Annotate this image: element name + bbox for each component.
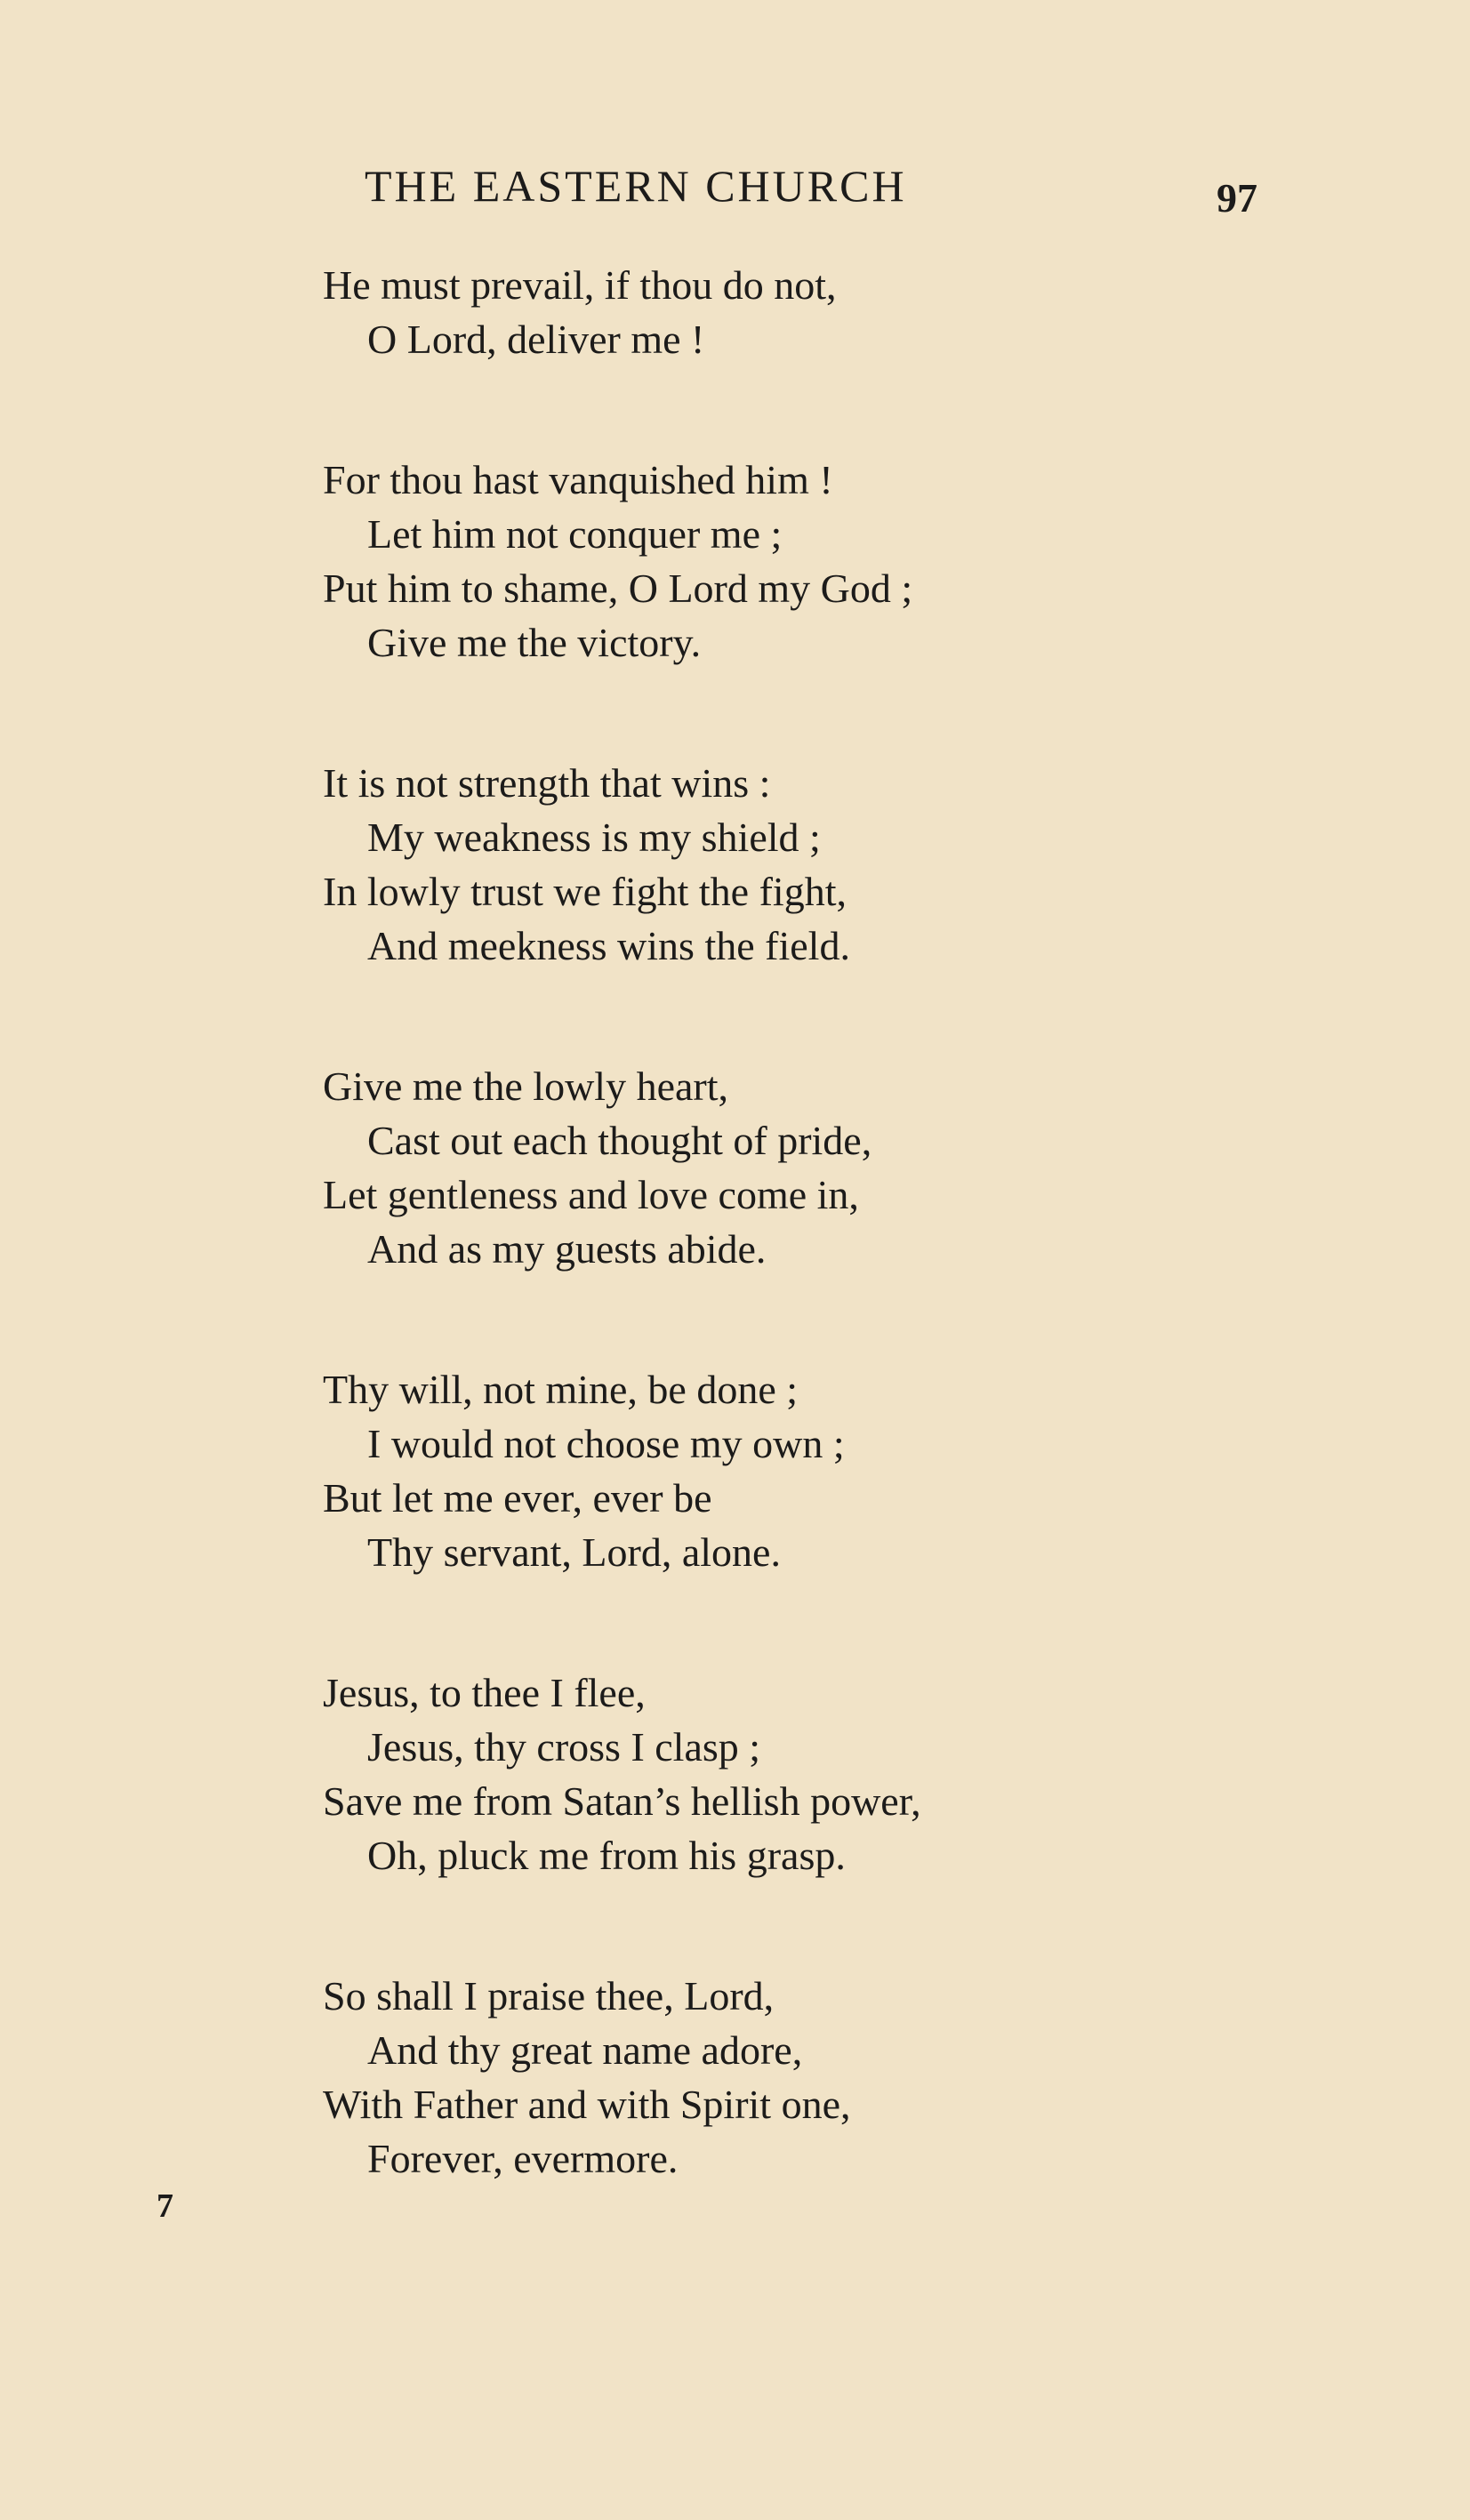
poem-line: Thy will, not mine, be done ; xyxy=(323,1367,799,1412)
poem-line: Jesus, thy cross I clasp ; xyxy=(367,1724,761,1770)
poem-line: Cast out each thought of pride, xyxy=(367,1118,872,1163)
poem-line: Forever, evermore. xyxy=(367,2136,679,2181)
page-number: 97 xyxy=(1217,175,1257,221)
poem-line: Let him not conquer me ; xyxy=(367,511,783,557)
poem-line: Give me the lowly heart, xyxy=(323,1063,729,1109)
poem-line: He must prevail, if thou do not, xyxy=(323,262,837,308)
poem-line: Save me from Satan’s hellish power, xyxy=(323,1778,921,1824)
poem-line: O Lord, deliver me ! xyxy=(367,317,705,362)
running-head: THE EASTERN CHURCH xyxy=(365,161,907,211)
poem-line: Let gentleness and love come in, xyxy=(323,1172,859,1217)
poem-line: But let me ever, ever be xyxy=(323,1475,712,1521)
stanza-6 xyxy=(323,1665,1434,1882)
poem-line: Put him to shame, O Lord my God ; xyxy=(323,566,913,611)
poem-line: Jesus, to thee I flee, xyxy=(323,1670,646,1715)
poem-line: For thou hast vanquished him ! xyxy=(323,457,833,502)
stanza-7 xyxy=(323,1969,1434,2186)
stanza-1 xyxy=(323,258,1434,366)
poem-line: So shall I praise thee, Lord, xyxy=(323,1973,775,2018)
stanza-2 xyxy=(323,453,1434,670)
stanza-4 xyxy=(323,1059,1434,1276)
poem-line: And as my guests abide. xyxy=(367,1226,767,1272)
poem-line: And thy great name adore, xyxy=(367,2027,803,2073)
stanza-5 xyxy=(323,1362,1434,1579)
poem-line: I would not choose my own ; xyxy=(367,1421,845,1466)
poem-line: Thy servant, Lord, alone. xyxy=(367,1529,781,1575)
poem-line: With Father and with Spirit one, xyxy=(323,2082,851,2127)
poem-line: Give me the victory. xyxy=(367,620,702,665)
poem-line: In lowly trust we fight the fight, xyxy=(323,869,847,914)
signature-mark: 7 xyxy=(157,2187,173,2225)
poem-line: Oh, pluck me from his grasp. xyxy=(367,1833,846,1878)
stanza-3 xyxy=(323,756,1434,973)
poem-line: My weakness is my shield ; xyxy=(367,815,821,860)
poem-line: It is not strength that wins : xyxy=(323,760,771,806)
poem-line: And meekness wins the field. xyxy=(367,923,850,968)
poem xyxy=(323,258,1434,2272)
